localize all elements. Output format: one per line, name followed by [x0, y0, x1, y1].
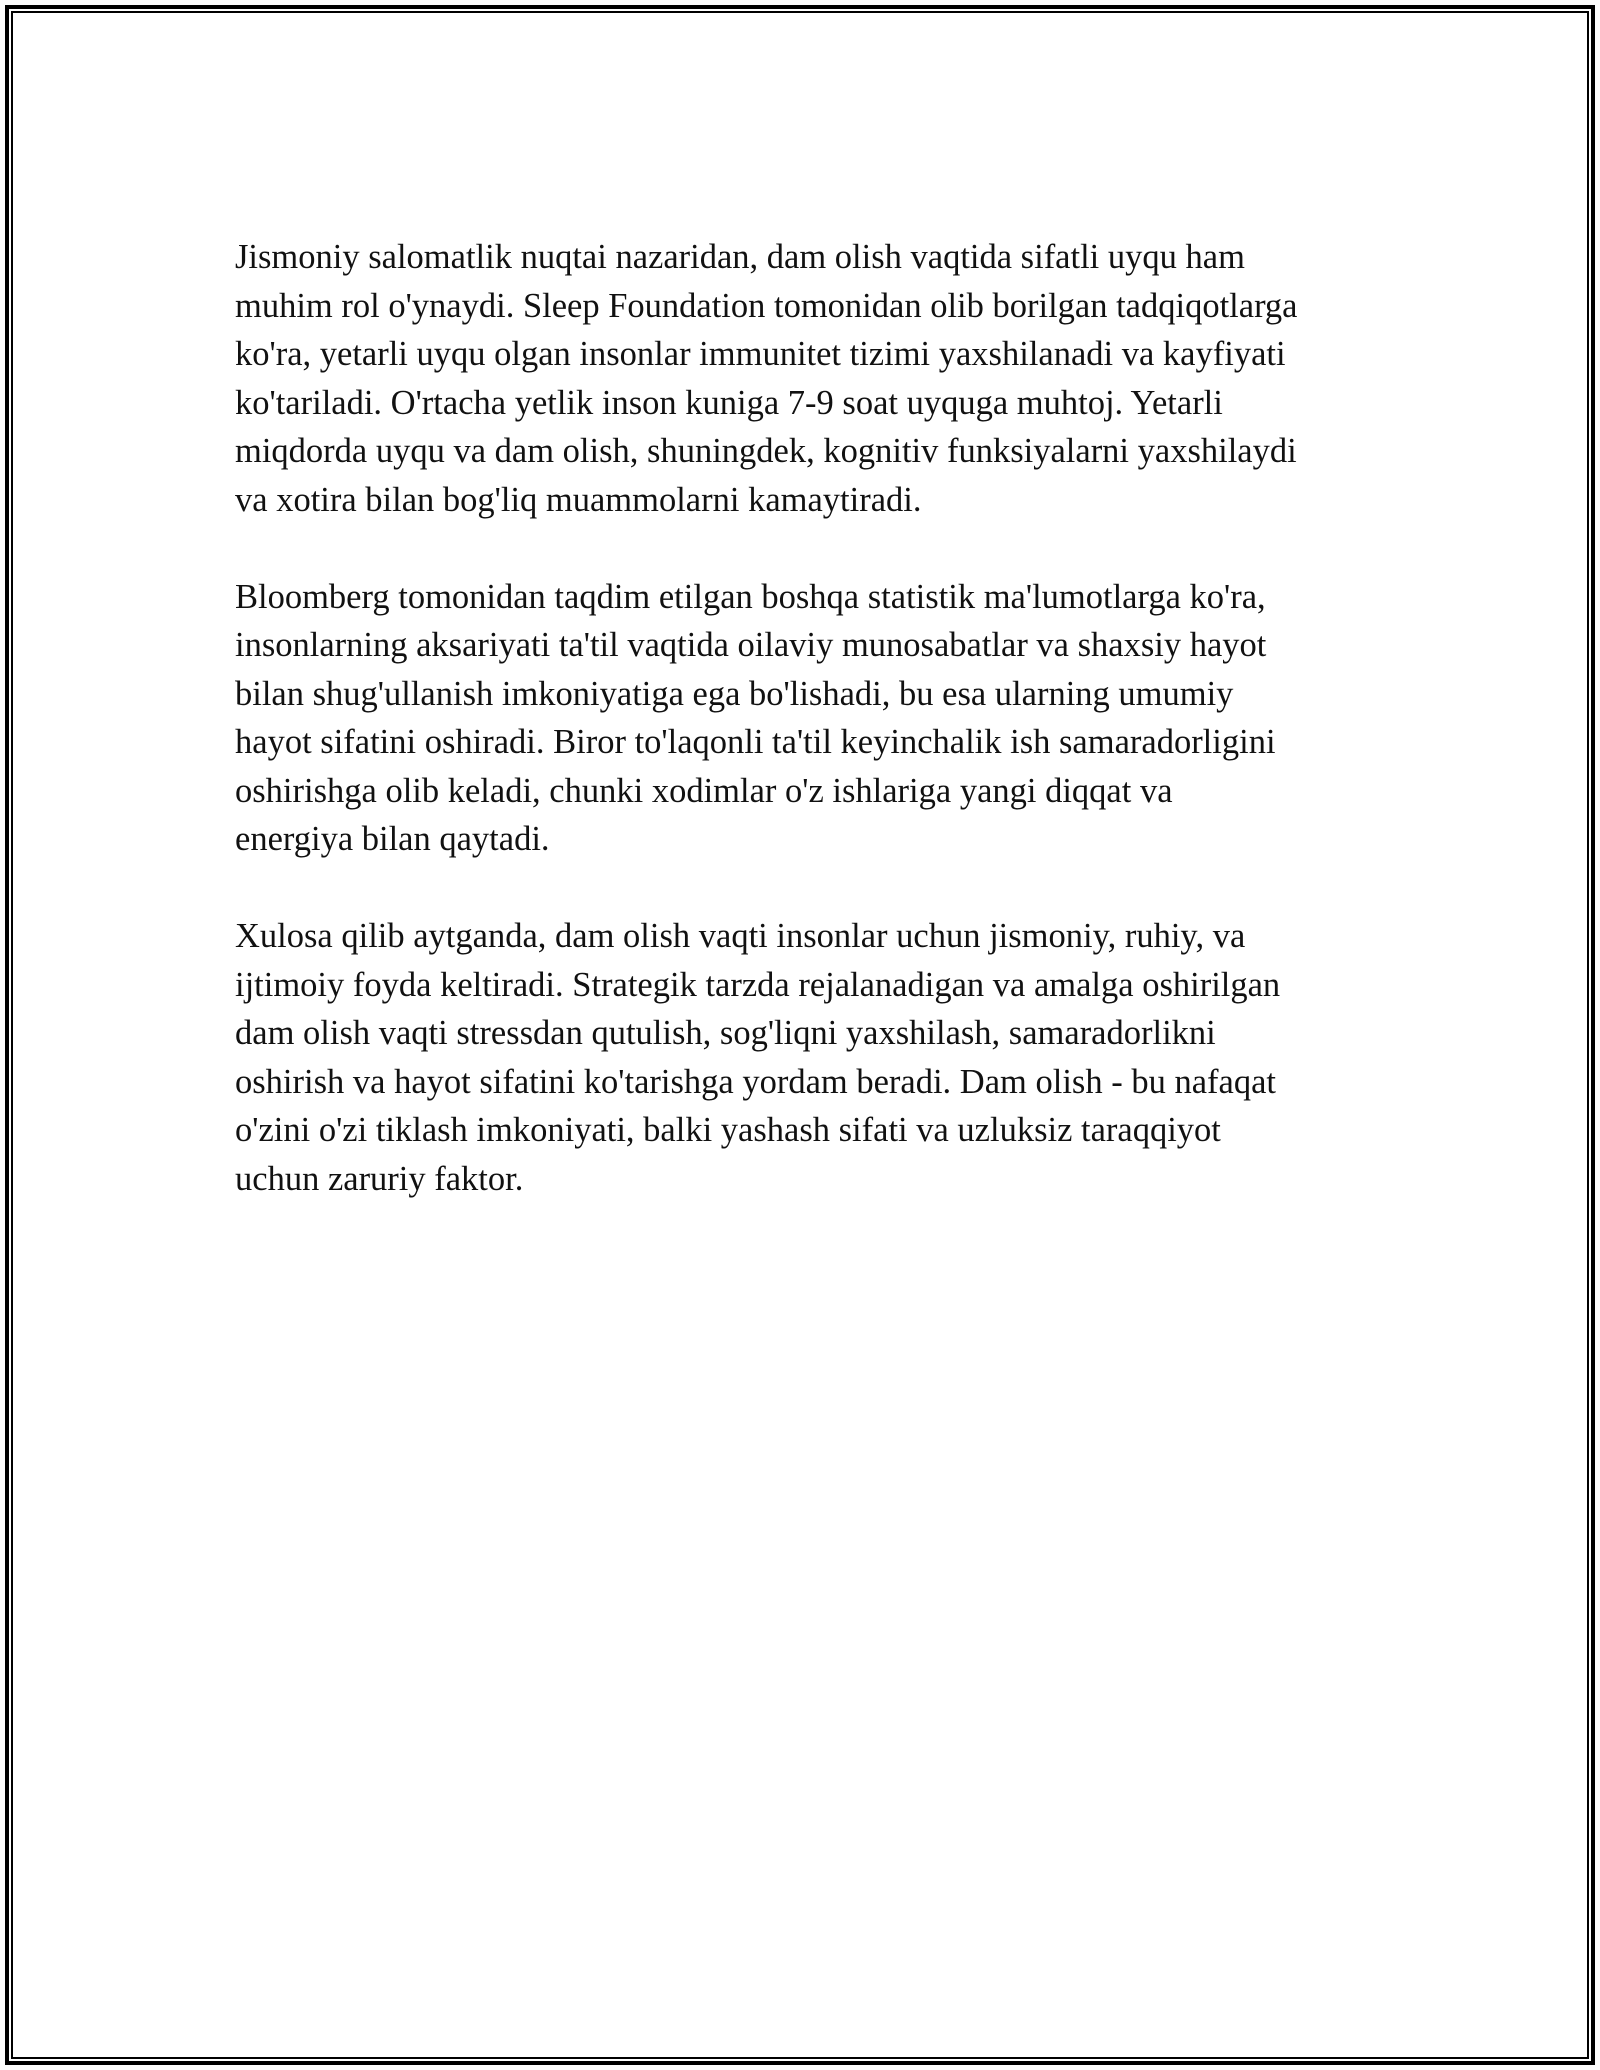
paragraph-sleep-health: Jismoniy salomatlik nuqtai nazaridan, dam olish vaqtida sifatli uyqu ham muhim rol o'ynaydi. Sleep Foundation tomonidan olib borilgan tadqiqotlarga ko'ra, yetarli uyqu olgan insonlar immunitet tizimi yaxshilanadi va kayfiyati ko'tariladi. O'rtacha yetlik inson kuniga 7-9 soat uyquga muhtoj. Yetarli miqdorda uyqu va dam olish, shuningdek, kognitiv funksiyalarni yaxshilaydi va xotira bilan bog'liq muammolarni kamaytiradi.: [235, 238, 1298, 519]
paragraph-bloomberg-statistics: Bloomberg tomonidan taqdim etilgan boshqa statistik ma'lumotlarga ko'ra, insonlarning aksariyati ta'til vaqtida oilaviy munosabatlar va shaxsiy hayot bilan shug'ullanish imkoniyatiga ega bo'lishadi, bu esa ularning umumiy hayot sifatini oshiradi. Biror to'laqonli ta'til keyinchalik ish samaradorligini oshirishga olib keladi, chunki xodimlar o'z ishlariga yangi diqqat va energiya bilan qaytadi.: [235, 577, 1276, 858]
paragraph-conclusion: Xulosa qilib aytganda, dam olish vaqti insonlar uchun jismoniy, ruhiy, va ijtimoiy foyda keltiradi. Strategik tarzda rejalanadigan va amalga oshirilgan dam olish vaqti stressdan qutulish, sog'liqni yaxshilash, samaradorlikni oshirish va hayot sifatini ko'tarishga yordam beradi. Dam olish - bu nafaqat o'zini o'zi tiklash imkoniyati, balki yashash sifati va uzluksiz taraqqiyot uchun zaruriy faktor.: [235, 917, 1281, 1198]
document-body: [235, 233, 1385, 1252]
